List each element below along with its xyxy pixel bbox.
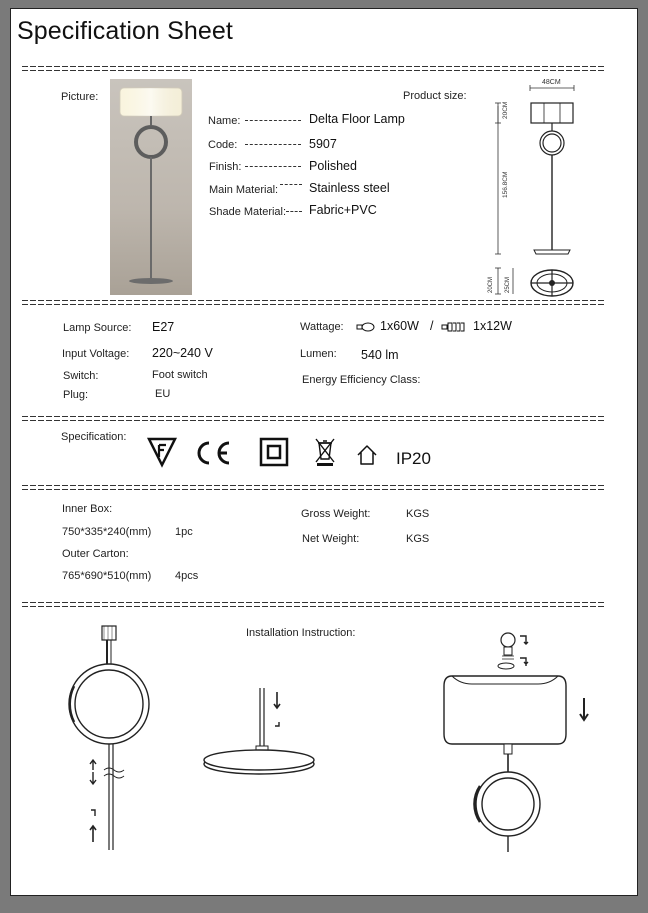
indoor-use-icon	[356, 444, 378, 466]
net-weight-unit: KGS	[406, 533, 430, 545]
section-divider	[22, 65, 605, 73]
width-dimension: 48CM	[542, 79, 561, 86]
outer-carton-size: 765*690*510(mm)	[62, 570, 152, 582]
code-value: 5907	[309, 137, 337, 151]
section-divider	[22, 601, 605, 609]
input-voltage-value: 220~240 V	[152, 346, 213, 360]
inner-box-label: Inner Box:	[62, 503, 113, 515]
net-weight-label: Net Weight:	[302, 533, 360, 545]
finish-label: Finish:	[209, 161, 242, 173]
ce-mark-icon	[194, 440, 232, 466]
base-diameter-dimension: 25CM	[505, 276, 511, 293]
wattage-incandescent-value: 1x60W	[380, 319, 419, 333]
shade-material-label: Shade Material:	[209, 206, 287, 218]
outer-carton-label: Outer Carton:	[62, 548, 129, 560]
shade-height-dimension: 20CM	[502, 101, 509, 119]
dimension-drawing	[482, 78, 592, 300]
lumen-value: 540 lm	[361, 348, 399, 362]
leader-line	[245, 144, 301, 145]
page-title: Specification Sheet	[17, 17, 233, 45]
switch-label: Switch:	[63, 370, 99, 382]
base-height-dimension: 20CM	[488, 276, 494, 293]
product-size-label: Product size:	[403, 90, 467, 102]
cfl-bulb-icon	[441, 321, 469, 333]
outer-carton-qty: 4pcs	[175, 570, 199, 582]
total-height-dimension: 156.8CM	[502, 171, 509, 198]
code-label: Code:	[208, 139, 238, 151]
double-insulation-icon	[259, 437, 289, 467]
inner-box-size: 750*335*240(mm)	[62, 526, 152, 538]
leader-line	[245, 120, 301, 121]
leader-line	[245, 166, 301, 167]
weee-bin-icon	[314, 437, 336, 467]
leader-line	[286, 211, 302, 212]
installation-step-base	[200, 684, 320, 784]
leader-line	[280, 184, 302, 185]
installation-step-shade-bulb	[438, 626, 598, 852]
energy-efficiency-label: Energy Efficiency Class:	[302, 374, 421, 386]
section-divider	[22, 484, 605, 492]
wattage-cfl-value: 1x12W	[473, 319, 512, 333]
main-material-label: Main Material:	[209, 184, 279, 196]
lumen-label: Lumen:	[300, 348, 337, 360]
plug-label: Plug:	[63, 389, 89, 401]
switch-value: Foot switch	[152, 369, 208, 381]
shade-material-value: Fabric+PVC	[309, 203, 377, 217]
installation-label: Installation Instruction:	[246, 627, 356, 639]
name-value: Delta Floor Lamp	[309, 112, 405, 126]
incandescent-bulb-icon	[356, 322, 376, 332]
f-mark-icon	[147, 437, 177, 467]
main-material-value: Stainless steel	[309, 181, 390, 195]
wattage-label: Wattage:	[300, 321, 344, 333]
name-label: Name:	[208, 115, 241, 127]
picture-label: Picture:	[61, 91, 99, 103]
product-photo	[110, 79, 192, 295]
gross-weight-label: Gross Weight:	[301, 508, 371, 520]
finish-value: Polished	[309, 159, 357, 173]
wattage-separator: /	[430, 319, 434, 333]
plug-value: EU	[155, 388, 171, 400]
lamp-source-value: E27	[152, 320, 175, 334]
input-voltage-label: Input Voltage:	[62, 348, 130, 360]
section-divider	[22, 415, 605, 423]
inner-box-qty: 1pc	[175, 526, 193, 538]
lamp-source-label: Lamp Source:	[63, 322, 132, 334]
ip-rating: IP20	[396, 449, 431, 468]
floor-lamp-photo	[110, 79, 192, 295]
section-divider	[22, 299, 605, 307]
gross-weight-unit: KGS	[406, 508, 430, 520]
installation-step-ring-stand	[60, 620, 160, 850]
specification-label: Specification:	[61, 431, 127, 443]
